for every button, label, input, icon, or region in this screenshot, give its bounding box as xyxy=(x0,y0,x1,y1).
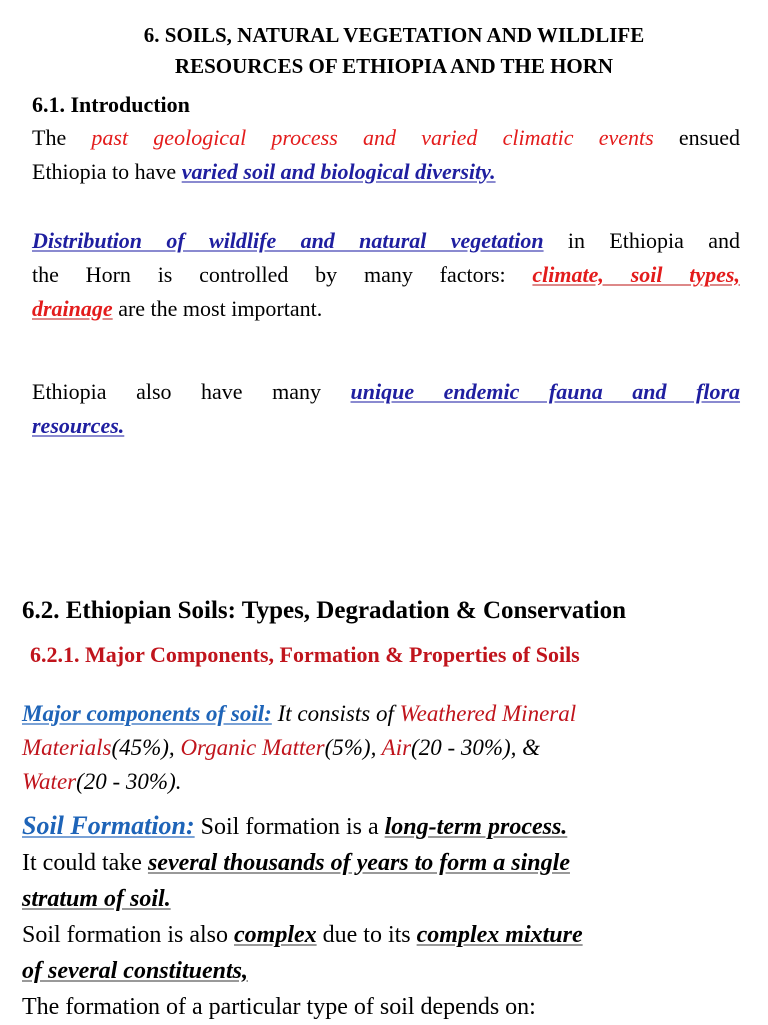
highlight-blue: unique endemic fauna and flora xyxy=(350,379,741,404)
title-line-2: RESOURCES OF ETHIOPIA AND THE HORN xyxy=(174,54,614,78)
soil-formation-paragraph xyxy=(22,808,752,1025)
soils-subheading: 6.2.1. Major Components, Formation & Properties of Soils xyxy=(30,642,580,667)
highlight-blue: resources. xyxy=(32,413,125,438)
emphasis: stratum of soil. xyxy=(22,886,171,912)
intro-paragraph-3 xyxy=(32,375,740,443)
highlight-red: Materials xyxy=(22,735,112,760)
slide-title xyxy=(60,20,728,82)
highlight-blue: Distribution of wildlife and natural vegetation xyxy=(32,228,544,253)
highlight-red: Organic Matter xyxy=(180,735,325,760)
text: the Horn is controlled by many factors: xyxy=(32,262,533,287)
highlight-red: climate, soil types, xyxy=(532,262,740,287)
text: ensued xyxy=(653,125,740,150)
text: in Ethiopia and xyxy=(543,228,740,253)
highlight-red: past geological process and varied climatic events xyxy=(91,125,654,150)
text: The formation of a particular type of soil depends on: xyxy=(22,994,536,1020)
text: Ethiopia to have xyxy=(32,159,182,184)
highlight-red: Water xyxy=(22,769,77,794)
text: The xyxy=(32,125,92,150)
text: It could take xyxy=(22,850,148,876)
text: (20 - 30%), & xyxy=(411,735,541,760)
text: (45%), xyxy=(111,735,181,760)
text: Soil formation is also xyxy=(22,922,234,948)
text: Soil formation is a xyxy=(194,814,385,840)
text: are the most important. xyxy=(112,296,323,321)
highlight-red: Weathered Mineral xyxy=(399,701,577,726)
highlight-red: Air xyxy=(381,735,412,760)
soil-components-paragraph xyxy=(22,697,742,799)
text: It consists of xyxy=(271,701,400,726)
intro-paragraph-2 xyxy=(32,224,740,326)
title-line-1: 6. SOILS, NATURAL VEGETATION AND WILDLIFE xyxy=(143,23,645,47)
highlight-red: drainage xyxy=(32,296,113,321)
text: Ethiopia also have many xyxy=(32,379,351,404)
formation-label: Soil Formation: xyxy=(22,811,195,840)
highlight-blue: varied soil and biological diversity. xyxy=(181,159,496,184)
emphasis: several thousands of years to form a single xyxy=(147,850,570,876)
intro-paragraph-1 xyxy=(32,121,740,189)
soils-heading: 6.2. Ethiopian Soils: Types, Degradation & Conservation xyxy=(22,597,627,624)
text: due to its xyxy=(316,922,417,948)
emphasis: of several constituents, xyxy=(22,958,248,984)
emphasis: complex mixture xyxy=(416,922,583,948)
emphasis: long-term process. xyxy=(384,814,568,840)
emphasis: complex xyxy=(234,922,317,948)
intro-heading: 6.1. Introduction xyxy=(32,92,190,117)
components-label: Major components of soil: xyxy=(22,701,272,726)
text: (5%), xyxy=(324,735,382,760)
text: (20 - 30%). xyxy=(76,769,182,794)
